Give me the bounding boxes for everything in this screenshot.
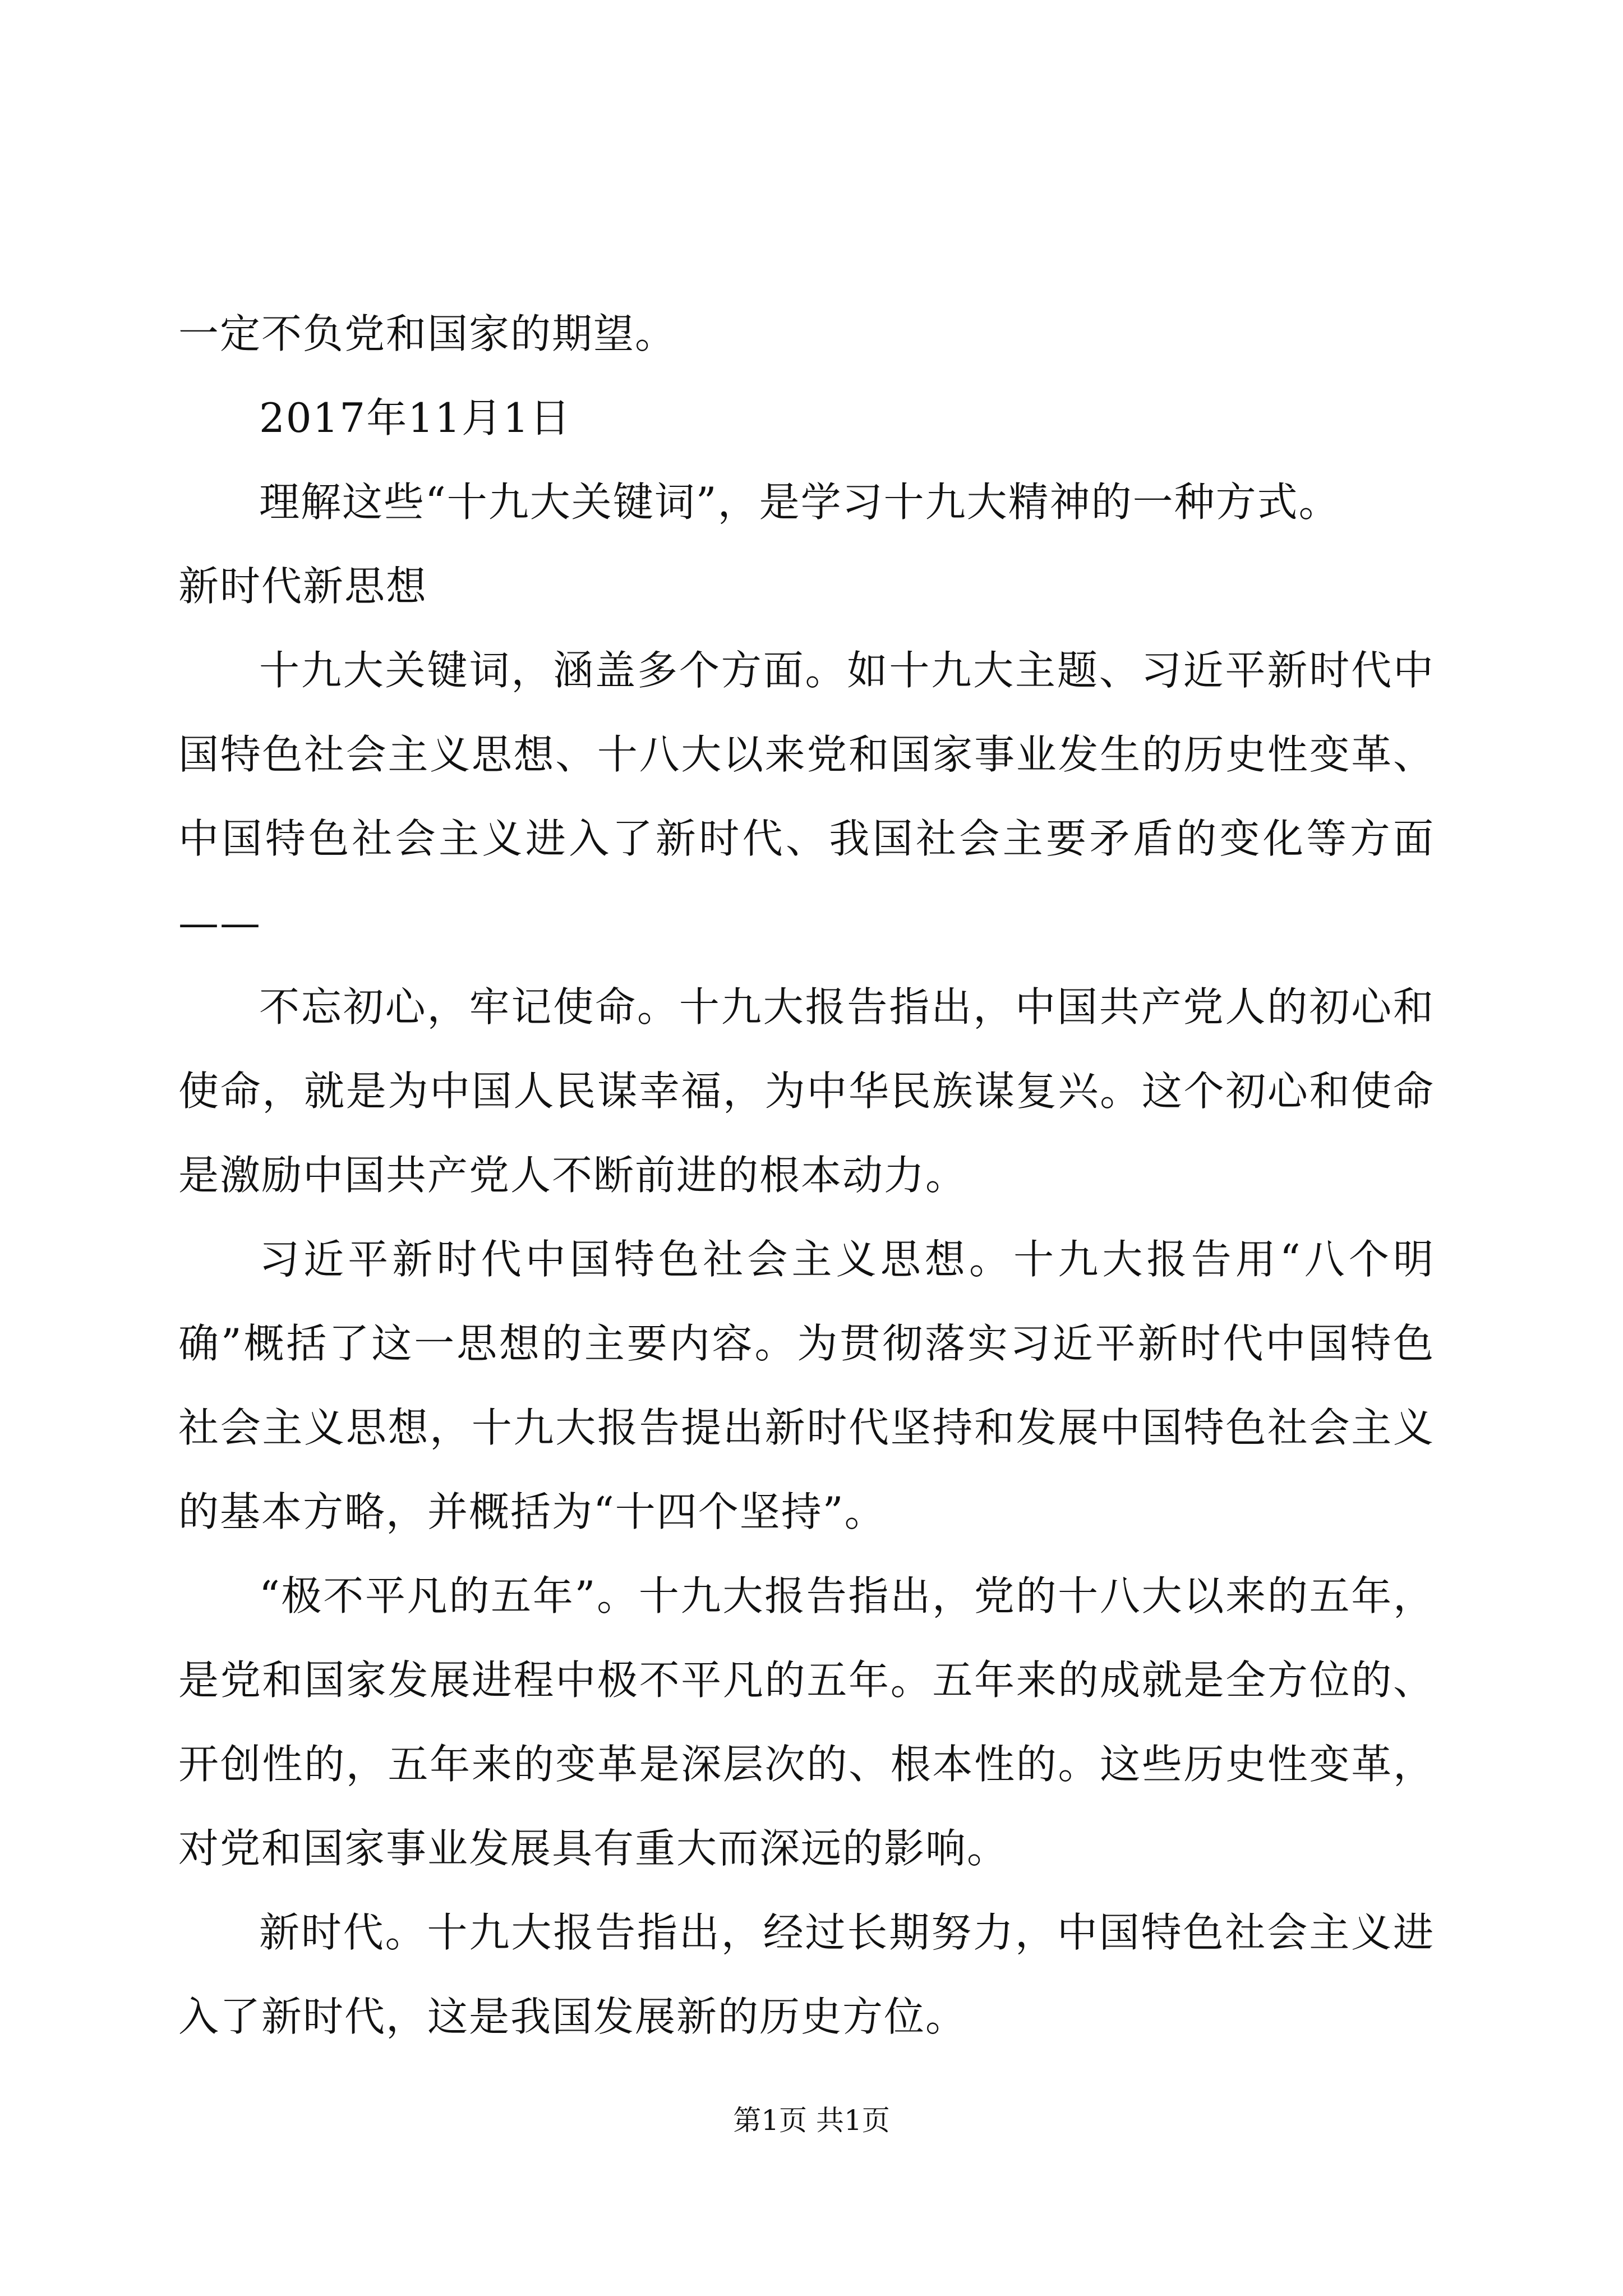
paragraph-thought: 习近平新时代中国特色社会主义思想。十九大报告用“八个明确”概括了这一思想的主要内容。为贯彻落实习近平新时代中国特色社会主义思想，十九大报告提出新时代坚持和发展中国特色社会主义的基本方略，并概括为“十四个坚持”。 xyxy=(178,1236,1435,1535)
section-heading: 新时代新思想 xyxy=(178,563,428,610)
paragraph-keywords: 十九大关键词，涵盖多个方面。如十九大主题、习近平新时代中国特色社会主义思想、十八大以来党和国家事业发生的历史性变革、中国特色社会主义进入了新时代、我国社会主要矛盾的变化等方面—— xyxy=(178,647,1435,946)
document-body xyxy=(178,292,1435,2059)
paragraph-date: 2017年11月1日 xyxy=(259,394,571,441)
paragraph-five-years: “极不平凡的五年”。十九大报告指出，党的十八大以来的五年，是党和国家发展进程中极不平凡的五年。五年来的成就是全方位的、开创性的，五年来的变革是深层次的、根本性的。这些历史性变革，对党和国家事业发展具有重大而深远的影响。 xyxy=(178,1572,1435,1872)
paragraph-intro: 理解这些“十九大关键词”，是学习十九大精神的一种方式。 xyxy=(259,478,1340,526)
paragraph-closing: 一定不负党和国家的期望。 xyxy=(178,310,677,357)
paragraph-original-aspiration: 不忘初心，牢记使命。十九大报告指出，中国共产党人的初心和使命，就是为中国人民谋幸福，为中华民族谋复兴。这个初心和使命是激励中国共产党人不断前进的根本动力。 xyxy=(178,983,1435,1199)
paragraph-new-era: 新时代。十九大报告指出，经过长期努力，中国特色社会主义进入了新时代，这是我国发展新的历史方位。 xyxy=(178,1909,1435,2040)
page-footer: 第1页 共1页 xyxy=(733,2104,890,2137)
